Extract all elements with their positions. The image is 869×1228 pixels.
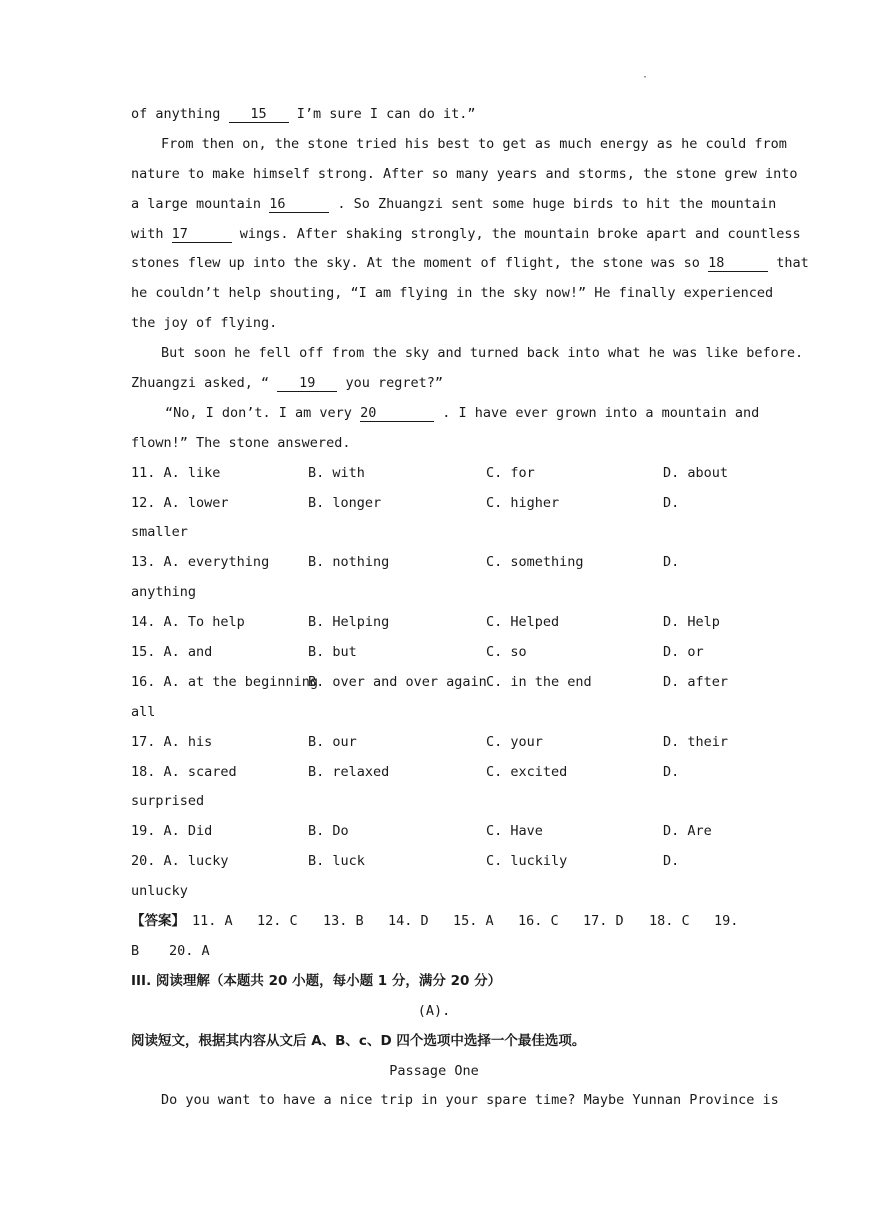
answer-item: 13. B	[323, 913, 364, 930]
passage-line	[131, 190, 777, 220]
option-b: B. relaxed	[308, 763, 390, 780]
passage-line: the joy of flying.	[131, 315, 278, 332]
option-wrap: unlucky	[131, 883, 188, 900]
option-b: B. our	[308, 733, 357, 750]
option-d: D.	[663, 853, 680, 870]
passage-line: But soon he fell off from the sky and turned back into what he was like before.	[161, 345, 804, 362]
passage-line	[131, 399, 760, 429]
option-c: C. something	[486, 554, 584, 571]
option-a: A. like	[163, 464, 221, 481]
question-number: 11.	[131, 464, 156, 481]
option-a: A. lucky	[163, 853, 229, 870]
text: with	[131, 225, 164, 242]
answer-item: 11. A	[192, 913, 233, 930]
section-heading: III. 阅读理解（本题共 20 小题，每小题 1 分，满分 20 分）	[131, 972, 502, 989]
text: “No, I don’t. I am very	[165, 404, 352, 421]
option-c: C. higher	[486, 494, 560, 511]
blank-18: 18	[708, 255, 768, 272]
passage-line: he couldn’t help shouting, “I am flying in the sky now!” He finally experienced	[131, 285, 774, 302]
option-b: B. nothing	[308, 554, 390, 571]
passage-line: Do you want to have a nice trip in your spare time? Maybe Yunnan Province is	[161, 1092, 779, 1109]
answer-item: 15. A	[453, 913, 494, 930]
option-d: D.	[663, 494, 680, 511]
passage-line	[131, 100, 737, 130]
text: I’m sure I can do it.”	[296, 106, 476, 122]
passage-title: Passage One	[389, 1062, 479, 1079]
question-number: 14.	[131, 614, 156, 631]
option-c: C. for	[486, 464, 535, 481]
answer-item: B	[131, 942, 140, 959]
option-a: A. everything	[163, 554, 270, 571]
blank-15: 15	[229, 106, 289, 123]
option-c: C. in the end	[486, 673, 592, 690]
answer-item: 16. C	[518, 913, 559, 930]
option-c: C. excited	[486, 763, 568, 780]
passage-line: From then on, the stone tried his best to get as much energy as he could from	[161, 135, 787, 152]
question-number: 17.	[131, 733, 156, 750]
text: wings. After shaking strongly, the mountain broke apart and countless	[239, 225, 801, 242]
option-row-18	[131, 758, 737, 788]
option-a: A. at the beginning	[163, 673, 318, 690]
answer-item: 18. C	[649, 913, 690, 930]
answer-item: 12. C	[257, 913, 298, 930]
text: that	[776, 255, 809, 272]
text: stones flew up into the sky. At the moment of flight, the stone was so	[131, 255, 700, 272]
option-row-17	[131, 728, 737, 758]
instruction: 阅读短文，根据其内容从文后 A、B、c、D 四个选项中选择一个最佳选项。	[131, 1032, 586, 1049]
option-d: D.	[663, 763, 680, 780]
option-a: A. lower	[163, 494, 229, 511]
option-row-20	[131, 847, 737, 877]
answer-key-wrap	[131, 937, 737, 967]
answer-item: 14. D	[388, 913, 429, 930]
option-b: B. but	[308, 644, 357, 661]
passage-line	[131, 220, 801, 250]
passage-line	[131, 369, 737, 399]
question-number: 19.	[131, 823, 156, 840]
answer-item: 17. D	[583, 913, 624, 930]
text: you regret?”	[345, 375, 443, 392]
option-row-12	[131, 489, 737, 519]
option-a: A. his	[163, 733, 213, 750]
question-number: 12.	[131, 494, 156, 511]
text: . I have ever grown into a mountain and	[442, 404, 760, 421]
option-a: A. To help	[163, 614, 245, 631]
question-number: 20.	[131, 853, 156, 870]
option-c: C. your	[486, 733, 543, 750]
blank-19: 19	[277, 375, 337, 392]
option-row-19	[131, 817, 737, 847]
option-a: A. scared	[163, 763, 237, 780]
blank-17: 17	[172, 226, 232, 243]
option-d: D. their	[663, 733, 729, 750]
answer-key	[131, 907, 737, 937]
answer-label: 【答案】	[131, 913, 185, 930]
blank-16: 16	[269, 196, 329, 213]
text: a large mountain	[131, 195, 262, 212]
option-b: B. over and over again	[308, 673, 487, 690]
text: . So Zhuangzi sent some huge birds to hit the mountain	[337, 195, 777, 212]
text: of anything	[131, 106, 221, 122]
passage-line: flown!” The stone answered.	[131, 434, 351, 451]
blank-20: 20	[360, 405, 434, 422]
option-d: D.	[663, 554, 680, 571]
passage-line: nature to make himself strong. After so many years and storms, the stone grew into	[131, 165, 798, 182]
document-page	[131, 100, 809, 1116]
option-row-13	[131, 548, 737, 578]
question-number: 16.	[131, 673, 156, 690]
option-c: C. luckily	[486, 853, 568, 870]
option-b: B. Do	[308, 823, 349, 840]
option-c: C. Helped	[486, 614, 560, 631]
option-row-14	[131, 608, 737, 638]
option-c: C. Have	[486, 823, 543, 840]
option-b: B. Helping	[308, 614, 390, 631]
option-wrap: surprised	[131, 793, 205, 810]
option-b: B. luck	[308, 853, 365, 870]
answer-item: 19.	[714, 913, 739, 930]
answer-item: 20. A	[169, 942, 210, 959]
option-b: B. longer	[308, 494, 382, 511]
passage-line	[131, 249, 809, 279]
option-row-16	[131, 668, 737, 698]
option-d: D. or	[663, 644, 704, 661]
option-wrap: all	[131, 703, 156, 720]
option-a: A. Did	[163, 823, 213, 840]
page-marker-dot: ·	[642, 72, 649, 83]
option-d: D. about	[663, 464, 729, 481]
option-wrap: smaller	[131, 524, 188, 541]
option-wrap: anything	[131, 584, 197, 601]
option-d: D. Help	[663, 614, 720, 631]
text: Zhuangzi asked, “	[131, 375, 270, 392]
question-number: 15.	[131, 644, 156, 661]
option-row-11	[131, 459, 737, 489]
question-number: 13.	[131, 554, 156, 571]
part-label: (A).	[417, 1002, 451, 1019]
option-c: C. so	[486, 644, 527, 661]
option-d: D. Are	[663, 823, 712, 840]
option-row-15	[131, 638, 737, 668]
option-a: A. and	[163, 644, 213, 661]
question-number: 18.	[131, 763, 156, 780]
option-b: B. with	[308, 464, 365, 481]
option-d: D. after	[663, 673, 729, 690]
